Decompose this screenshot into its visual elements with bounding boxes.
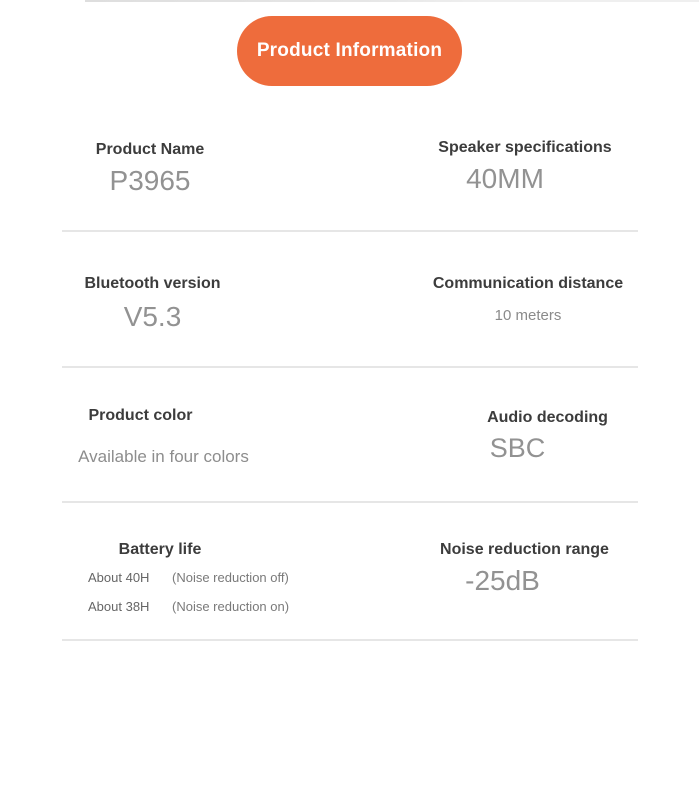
spec-value-communication-distance: 10 meters (494, 307, 562, 325)
spec-audio-decoding (445, 408, 650, 464)
battery-hours-noise-on: About 38H (88, 599, 150, 614)
top-divider (85, 0, 699, 2)
spec-value-speaker-specifications: 40MM (466, 163, 544, 195)
spec-value-product-name: P3965 (109, 165, 191, 197)
row-divider (62, 501, 638, 503)
spec-battery-life (65, 540, 255, 559)
spec-label-communication-distance: Communication distance (432, 275, 624, 292)
spec-speaker-specifications (425, 138, 625, 195)
battery-hours-noise-off: About 40H (88, 570, 150, 585)
section-header-pill (237, 16, 462, 86)
spec-value-noise-reduction-range: -25dB (465, 565, 540, 597)
spec-noise-reduction-range (422, 540, 627, 597)
spec-value-bluetooth-version: V5.3 (123, 301, 182, 333)
spec-value-audio-decoding: SBC (489, 433, 546, 464)
spec-communication-distance (428, 274, 628, 325)
spec-value-product-color: Available in four colors (78, 447, 249, 467)
spec-bluetooth-version (55, 274, 250, 333)
battery-note-noise-on: (Noise reduction on) (172, 599, 290, 614)
battery-life-line-noise-off (88, 570, 289, 585)
spec-label-bluetooth-version: Bluetooth version (84, 275, 221, 292)
spec-label-product-name: Product Name (95, 141, 205, 158)
spec-product-color (48, 406, 249, 468)
row-divider (62, 639, 638, 641)
spec-label-speaker-specifications: Speaker specifications (438, 139, 612, 156)
battery-life-line-noise-on (88, 599, 289, 614)
section-title: Product Information (256, 40, 443, 61)
spec-label-product-color: Product color (88, 407, 193, 424)
spec-product-name (55, 140, 245, 197)
spec-label-audio-decoding: Audio decoding (487, 409, 608, 426)
battery-note-noise-off: (Noise reduction off) (172, 570, 289, 585)
spec-label-noise-reduction-range: Noise reduction range (440, 541, 609, 558)
row-divider (62, 366, 638, 368)
row-divider (62, 230, 638, 232)
spec-label-battery-life: Battery life (118, 541, 202, 558)
